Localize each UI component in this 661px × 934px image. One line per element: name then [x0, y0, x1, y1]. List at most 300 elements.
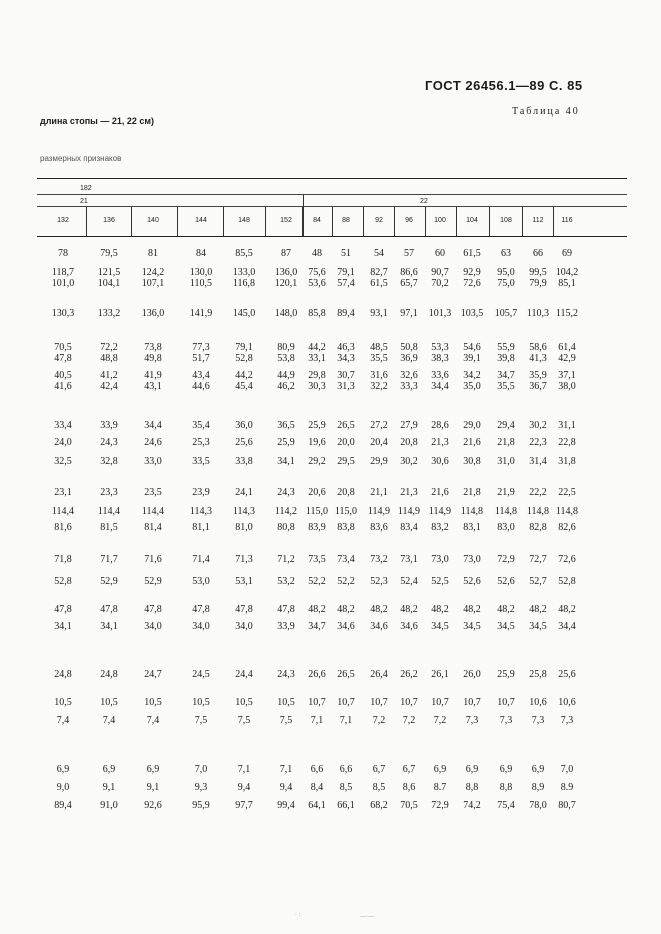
- table-cell: 82,8: [529, 522, 547, 533]
- table-cell: 35,5: [497, 381, 515, 392]
- table-cell: 10,7: [431, 697, 449, 708]
- table-cell: 114,8: [526, 506, 550, 517]
- table-cell: 6,9: [465, 764, 479, 775]
- table-cell: 9,4: [237, 782, 251, 793]
- table-cell: 36,9: [400, 353, 418, 364]
- table-cell: 44,2: [235, 370, 253, 381]
- column-header-label: 100: [434, 217, 446, 224]
- table-cell: 52,2: [337, 576, 355, 587]
- header-bottom-rule: [37, 236, 627, 237]
- table-cell: 85,5: [235, 248, 253, 259]
- table-cell: 130,3: [51, 308, 75, 319]
- table-cell: 24,5: [192, 669, 210, 680]
- table-cell: 34,2: [463, 370, 481, 381]
- table-cell: 92,6: [144, 800, 162, 811]
- table-cell: 31,8: [558, 456, 576, 467]
- table-cell: 57,4: [337, 278, 355, 289]
- table-cell: 23,1: [54, 487, 72, 498]
- table-cell: 39,1: [463, 353, 481, 364]
- table-cell: 34,3: [337, 353, 355, 364]
- table-cell: 8,8: [499, 782, 513, 793]
- table-cell: 116,8: [232, 278, 256, 289]
- table-cell: 110,3: [526, 308, 550, 319]
- table-cell: 52,5: [431, 576, 449, 587]
- table-cell: 8,5: [339, 782, 353, 793]
- table-cell: 26,1: [431, 669, 449, 680]
- column-divider: [332, 207, 333, 236]
- table-cell: 21,6: [431, 487, 449, 498]
- table-cell: 70,5: [54, 342, 72, 353]
- table-cell: 75,0: [497, 278, 515, 289]
- group-21-label: 21: [80, 198, 88, 205]
- table-cell: 33,1: [308, 353, 326, 364]
- table-cell: 97,7: [235, 800, 253, 811]
- column-header-label: 108: [500, 217, 512, 224]
- table-cell: 141,9: [189, 308, 213, 319]
- table-cell: 70,2: [431, 278, 449, 289]
- table-cell: 72,6: [463, 278, 481, 289]
- table-cell: 7,2: [402, 715, 416, 726]
- column-header-label: 116: [561, 217, 573, 224]
- table-cell: 47,8: [235, 604, 253, 615]
- table-cell: 41,3: [529, 353, 547, 364]
- table-cell: 20,8: [337, 487, 355, 498]
- table-cell: 25,6: [235, 437, 253, 448]
- table-cell: 133,2: [97, 308, 121, 319]
- table-cell: 148,0: [274, 308, 298, 319]
- table-cell: 114,9: [397, 506, 421, 517]
- table-cell: 81: [148, 248, 158, 259]
- table-cell: 7,5: [279, 715, 293, 726]
- table-cell: 30,7: [337, 370, 355, 381]
- table-cell: 28,6: [431, 420, 449, 431]
- table-cell: 9,4: [279, 782, 293, 793]
- table-cell: 20,8: [400, 437, 418, 448]
- table-cell: 71,4: [192, 554, 210, 565]
- table-cell: 48,5: [370, 342, 388, 353]
- table-cell: 10,7: [463, 697, 481, 708]
- table-cell: 25,9: [277, 437, 295, 448]
- table-cell: 105,7: [494, 308, 518, 319]
- table-cell: 71,8: [54, 554, 72, 565]
- column-divider: [223, 207, 224, 236]
- table-cell: 24,7: [144, 669, 162, 680]
- table-cell: 22,8: [558, 437, 576, 448]
- table-cell: 34,1: [277, 456, 295, 467]
- table-cell: 6,9: [56, 764, 70, 775]
- table-cell: 27,2: [370, 420, 388, 431]
- table-cell: 32,6: [400, 370, 418, 381]
- table-cell: 47,8: [54, 604, 72, 615]
- table-cell: 25,9: [308, 420, 326, 431]
- table-cell: 95,0: [497, 267, 515, 278]
- table-cell: 24,6: [144, 437, 162, 448]
- column-header-label: 144: [195, 217, 207, 224]
- column-divider: [363, 207, 364, 236]
- table-cell: 48,2: [558, 604, 576, 615]
- table-cell: 30,8: [463, 456, 481, 467]
- table-cell: 86,6: [400, 267, 418, 278]
- table-cell: 79,9: [529, 278, 547, 289]
- table-cell: 26,5: [337, 669, 355, 680]
- table-cell: 34,1: [54, 621, 72, 632]
- table-cell: 115,0: [334, 506, 358, 517]
- table-cell: 34,7: [308, 621, 326, 632]
- table-continuation-title: длина стопы — 21, 22 см): [40, 116, 155, 126]
- table-cell: 52,8: [54, 576, 72, 587]
- table-cell: 51,7: [192, 353, 210, 364]
- table-cell: 21,6: [463, 437, 481, 448]
- table-cell: 33,9: [100, 420, 118, 431]
- table-cell: 19,6: [308, 437, 326, 448]
- table-cell: 32,8: [100, 456, 118, 467]
- column-header-label: 148: [238, 217, 250, 224]
- table-cell: 90,7: [431, 267, 449, 278]
- column-divider: [265, 207, 266, 236]
- scan-mark: —·—: [360, 914, 374, 920]
- table-cell: 136,0: [141, 308, 165, 319]
- table-cell: 8,6: [402, 782, 416, 793]
- table-cell: 7,1: [237, 764, 251, 775]
- table-cell: 93,1: [370, 308, 388, 319]
- table-cell: 32,5: [54, 456, 72, 467]
- table-cell: 9,3: [194, 782, 208, 793]
- table-cell: 21,3: [400, 487, 418, 498]
- table-cell: 34,1: [100, 621, 118, 632]
- table-cell: 114,8: [460, 506, 484, 517]
- table-cell: 83,6: [370, 522, 388, 533]
- table-cell: 54,6: [463, 342, 481, 353]
- table-cell: 80,9: [277, 342, 295, 353]
- table-cell: 53,6: [308, 278, 326, 289]
- table-cell: 29,2: [308, 456, 326, 467]
- table-cell: 130,0: [189, 267, 213, 278]
- table-cell: 133,0: [232, 267, 256, 278]
- table-cell: 6,9: [531, 764, 545, 775]
- table-cell: 43,1: [144, 381, 162, 392]
- table-cell: 7,4: [56, 715, 70, 726]
- table-cell: 103,5: [460, 308, 484, 319]
- column-divider: [302, 207, 303, 236]
- table-cell: 7,1: [310, 715, 324, 726]
- table-cell: 26,2: [400, 669, 418, 680]
- table-cell: 83,8: [337, 522, 355, 533]
- table-top-rule: [37, 178, 627, 179]
- column-header-label: 88: [342, 217, 350, 224]
- table-cell: 7,0: [560, 764, 574, 775]
- table-cell: 92,9: [463, 267, 481, 278]
- table-cell: 34,6: [400, 621, 418, 632]
- table-cell: 80,8: [277, 522, 295, 533]
- table-cell: 24,1: [235, 487, 253, 498]
- table-cell: 41,2: [100, 370, 118, 381]
- table-cell: 33,8: [235, 456, 253, 467]
- table-cell: 22,2: [529, 487, 547, 498]
- table-cell: 27,9: [400, 420, 418, 431]
- table-cell: 31,3: [337, 381, 355, 392]
- table-cell: 21,3: [431, 437, 449, 448]
- table-cell: 48,8: [100, 353, 118, 364]
- table-cell: 10,7: [308, 697, 326, 708]
- table-cell: 10,7: [337, 697, 355, 708]
- table-cell: 52,8: [235, 353, 253, 364]
- table-cell: 22,5: [558, 487, 576, 498]
- column-header-label: 132: [57, 217, 69, 224]
- table-cell: 75,6: [308, 267, 326, 278]
- table-cell: 73,5: [308, 554, 326, 565]
- table-cell: 29,9: [370, 456, 388, 467]
- column-divider: [553, 207, 554, 236]
- table-cell: 6,7: [402, 764, 416, 775]
- table-cell: 46,2: [277, 381, 295, 392]
- table-cell: 30,3: [308, 381, 326, 392]
- table-cell: 34,0: [192, 621, 210, 632]
- table-cell: 34,5: [529, 621, 547, 632]
- table-cell: 64,1: [308, 800, 326, 811]
- table-cell: 52,4: [400, 576, 418, 587]
- table-cell: 29,8: [308, 370, 326, 381]
- table-cell: 124,2: [141, 267, 165, 278]
- table-cell: 24,8: [54, 669, 72, 680]
- table-cell: 38,0: [558, 381, 576, 392]
- table-cell: 50,8: [400, 342, 418, 353]
- table-cell: 61,5: [370, 278, 388, 289]
- table-cell: 57: [404, 248, 414, 259]
- table-cell: 114,3: [232, 506, 256, 517]
- table-cell: 114,9: [367, 506, 391, 517]
- table-cell: 33,5: [192, 456, 210, 467]
- table-label: Таблица 40: [512, 106, 580, 117]
- table-cell: 81,5: [100, 522, 118, 533]
- table-cell: 95,9: [192, 800, 210, 811]
- table-cell: 89,4: [337, 308, 355, 319]
- table-cell: 47,8: [192, 604, 210, 615]
- table-cell: 60: [435, 248, 445, 259]
- table-cell: 58,6: [529, 342, 547, 353]
- table-cell: 79,1: [235, 342, 253, 353]
- table-cell: 34,6: [337, 621, 355, 632]
- table-cell: 66: [533, 248, 543, 259]
- table-cell: 34,5: [463, 621, 481, 632]
- table-cell: 89,4: [54, 800, 72, 811]
- table-cell: 9,1: [146, 782, 160, 793]
- table-cell: 8,5: [372, 782, 386, 793]
- page-header: ГОСТ 26456.1—89 С. 85: [425, 78, 583, 93]
- table-cell: 65,7: [400, 278, 418, 289]
- table-cell: 66,1: [337, 800, 355, 811]
- table-cell: 23,3: [100, 487, 118, 498]
- table-cell: 99,5: [529, 267, 547, 278]
- table-cell: 29,0: [463, 420, 481, 431]
- table-cell: 63: [501, 248, 511, 259]
- table-cell: 114,3: [189, 506, 213, 517]
- column-header-label: 112: [532, 217, 544, 224]
- table-cell: 25,9: [497, 669, 515, 680]
- column-divider: [425, 207, 426, 236]
- table-cell: 31,4: [529, 456, 547, 467]
- table-cell: 35,0: [463, 381, 481, 392]
- table-cell: 87: [281, 248, 291, 259]
- table-cell: 10,5: [100, 697, 118, 708]
- table-cell: 31,6: [370, 370, 388, 381]
- table-cell: 101,3: [428, 308, 452, 319]
- table-cell: 7,5: [237, 715, 251, 726]
- table-cell: 48,2: [308, 604, 326, 615]
- column-divider: [456, 207, 457, 236]
- table-cell: 36,7: [529, 381, 547, 392]
- table-cell: 47,8: [277, 604, 295, 615]
- table-cell: 33,0: [144, 456, 162, 467]
- table-cell: 54: [374, 248, 384, 259]
- table-cell: 53,2: [277, 576, 295, 587]
- table-cell: 10,5: [54, 697, 72, 708]
- table-cell: 83,2: [431, 522, 449, 533]
- table-cell: 24,3: [277, 669, 295, 680]
- table-cell: 24,3: [277, 487, 295, 498]
- table-cell: 48,2: [337, 604, 355, 615]
- table-cell: 23,9: [192, 487, 210, 498]
- table-cell: 84: [196, 248, 206, 259]
- table-cell: 70,5: [400, 800, 418, 811]
- table-cell: 91,0: [100, 800, 118, 811]
- table-cell: 21,8: [463, 487, 481, 498]
- table-cell: 33,6: [431, 370, 449, 381]
- table-cell: 39,8: [497, 353, 515, 364]
- table-cell: 71,2: [277, 554, 295, 565]
- table-cell: 38,3: [431, 353, 449, 364]
- table-cell: 10,5: [235, 697, 253, 708]
- table-cell: 10,7: [370, 697, 388, 708]
- table-cell: 35,4: [192, 420, 210, 431]
- table-cell: 83,4: [400, 522, 418, 533]
- table-cell: 44,6: [192, 381, 210, 392]
- table-cell: 6,6: [310, 764, 324, 775]
- table-cell: 35,9: [529, 370, 547, 381]
- table-cell: 80,7: [558, 800, 576, 811]
- table-cell: 33,4: [54, 420, 72, 431]
- table-cell: 61,5: [463, 248, 481, 259]
- table-cell: 82,6: [558, 522, 576, 533]
- table-cell: 7,5: [194, 715, 208, 726]
- table-cell: 83,9: [308, 522, 326, 533]
- table-cell: 68,2: [370, 800, 388, 811]
- table-cell: 85,1: [558, 278, 576, 289]
- table-cell: 48,2: [463, 604, 481, 615]
- table-cell: 25,6: [558, 669, 576, 680]
- table-cell: 41,6: [54, 381, 72, 392]
- group-182-rule: [37, 194, 627, 195]
- table-cell: 24,4: [235, 669, 253, 680]
- table-cell: 20,0: [337, 437, 355, 448]
- table-cell: 7,4: [102, 715, 116, 726]
- column-divider: [522, 207, 523, 236]
- column-header-label: 152: [280, 217, 292, 224]
- table-cell: 114,4: [51, 506, 75, 517]
- table-cell: 52,7: [529, 576, 547, 587]
- table-subtitle: размерных признаков: [40, 154, 122, 163]
- table-cell: 6,9: [146, 764, 160, 775]
- table-cell: 47,8: [54, 353, 72, 364]
- table-cell: 81,1: [192, 522, 210, 533]
- column-divider: [394, 207, 395, 236]
- table-cell: 46,3: [337, 342, 355, 353]
- table-cell: 36,5: [277, 420, 295, 431]
- table-cell: 7,2: [433, 715, 447, 726]
- column-header-label: 96: [405, 217, 413, 224]
- table-cell: 82,7: [370, 267, 388, 278]
- table-cell: 83,1: [463, 522, 481, 533]
- column-header-label: 136: [103, 217, 115, 224]
- table-cell: 21,8: [497, 437, 515, 448]
- column-divider: [86, 207, 87, 236]
- table-cell: 8.9: [560, 782, 574, 793]
- table-cell: 78,0: [529, 800, 547, 811]
- table-cell: 99,4: [277, 800, 295, 811]
- table-cell: 34,0: [144, 621, 162, 632]
- table-cell: 69: [562, 248, 572, 259]
- table-cell: 6,7: [372, 764, 386, 775]
- table-cell: 8.7: [433, 782, 447, 793]
- table-cell: 10,5: [144, 697, 162, 708]
- table-cell: 9,1: [102, 782, 116, 793]
- table-cell: 6,9: [499, 764, 513, 775]
- table-cell: 81,4: [144, 522, 162, 533]
- table-cell: 52,2: [308, 576, 326, 587]
- table-cell: 104,1: [97, 278, 121, 289]
- table-cell: 114,8: [555, 506, 579, 517]
- table-cell: 52,9: [144, 576, 162, 587]
- table-cell: 44,9: [277, 370, 295, 381]
- table-cell: 79,5: [100, 248, 118, 259]
- table-cell: 34,6: [370, 621, 388, 632]
- table-cell: 73,1: [400, 554, 418, 565]
- table-cell: 7,0: [194, 764, 208, 775]
- table-cell: 35,5: [370, 353, 388, 364]
- table-cell: 48,2: [370, 604, 388, 615]
- table-cell: 85,8: [308, 308, 326, 319]
- table-cell: 55,9: [497, 342, 515, 353]
- table-cell: 34,7: [497, 370, 515, 381]
- table-cell: 72,2: [100, 342, 118, 353]
- table-cell: 23,5: [144, 487, 162, 498]
- table-cell: 53,1: [235, 576, 253, 587]
- group-22-label: 22: [420, 198, 428, 205]
- table-cell: 48,2: [497, 604, 515, 615]
- table-cell: 110,5: [189, 278, 213, 289]
- table-cell: 34,5: [431, 621, 449, 632]
- table-cell: 52,9: [100, 576, 118, 587]
- table-cell: 24,0: [54, 437, 72, 448]
- table-cell: 26,6: [308, 669, 326, 680]
- table-cell: 73,0: [463, 554, 481, 565]
- table-cell: 22,3: [529, 437, 547, 448]
- table-cell: 121,5: [97, 267, 121, 278]
- table-cell: 74,2: [463, 800, 481, 811]
- table-cell: 37,1: [558, 370, 576, 381]
- table-cell: 77,3: [192, 342, 210, 353]
- table-cell: 107,1: [141, 278, 165, 289]
- table-cell: 115,0: [305, 506, 329, 517]
- table-cell: 40,5: [54, 370, 72, 381]
- table-cell: 25,3: [192, 437, 210, 448]
- table-cell: 114,2: [274, 506, 298, 517]
- table-cell: 145,0: [232, 308, 256, 319]
- table-cell: 78: [58, 248, 68, 259]
- table-cell: 7,3: [499, 715, 513, 726]
- table-cell: 71,3: [235, 554, 253, 565]
- column-header-label: 140: [147, 217, 159, 224]
- table-cell: 30,2: [529, 420, 547, 431]
